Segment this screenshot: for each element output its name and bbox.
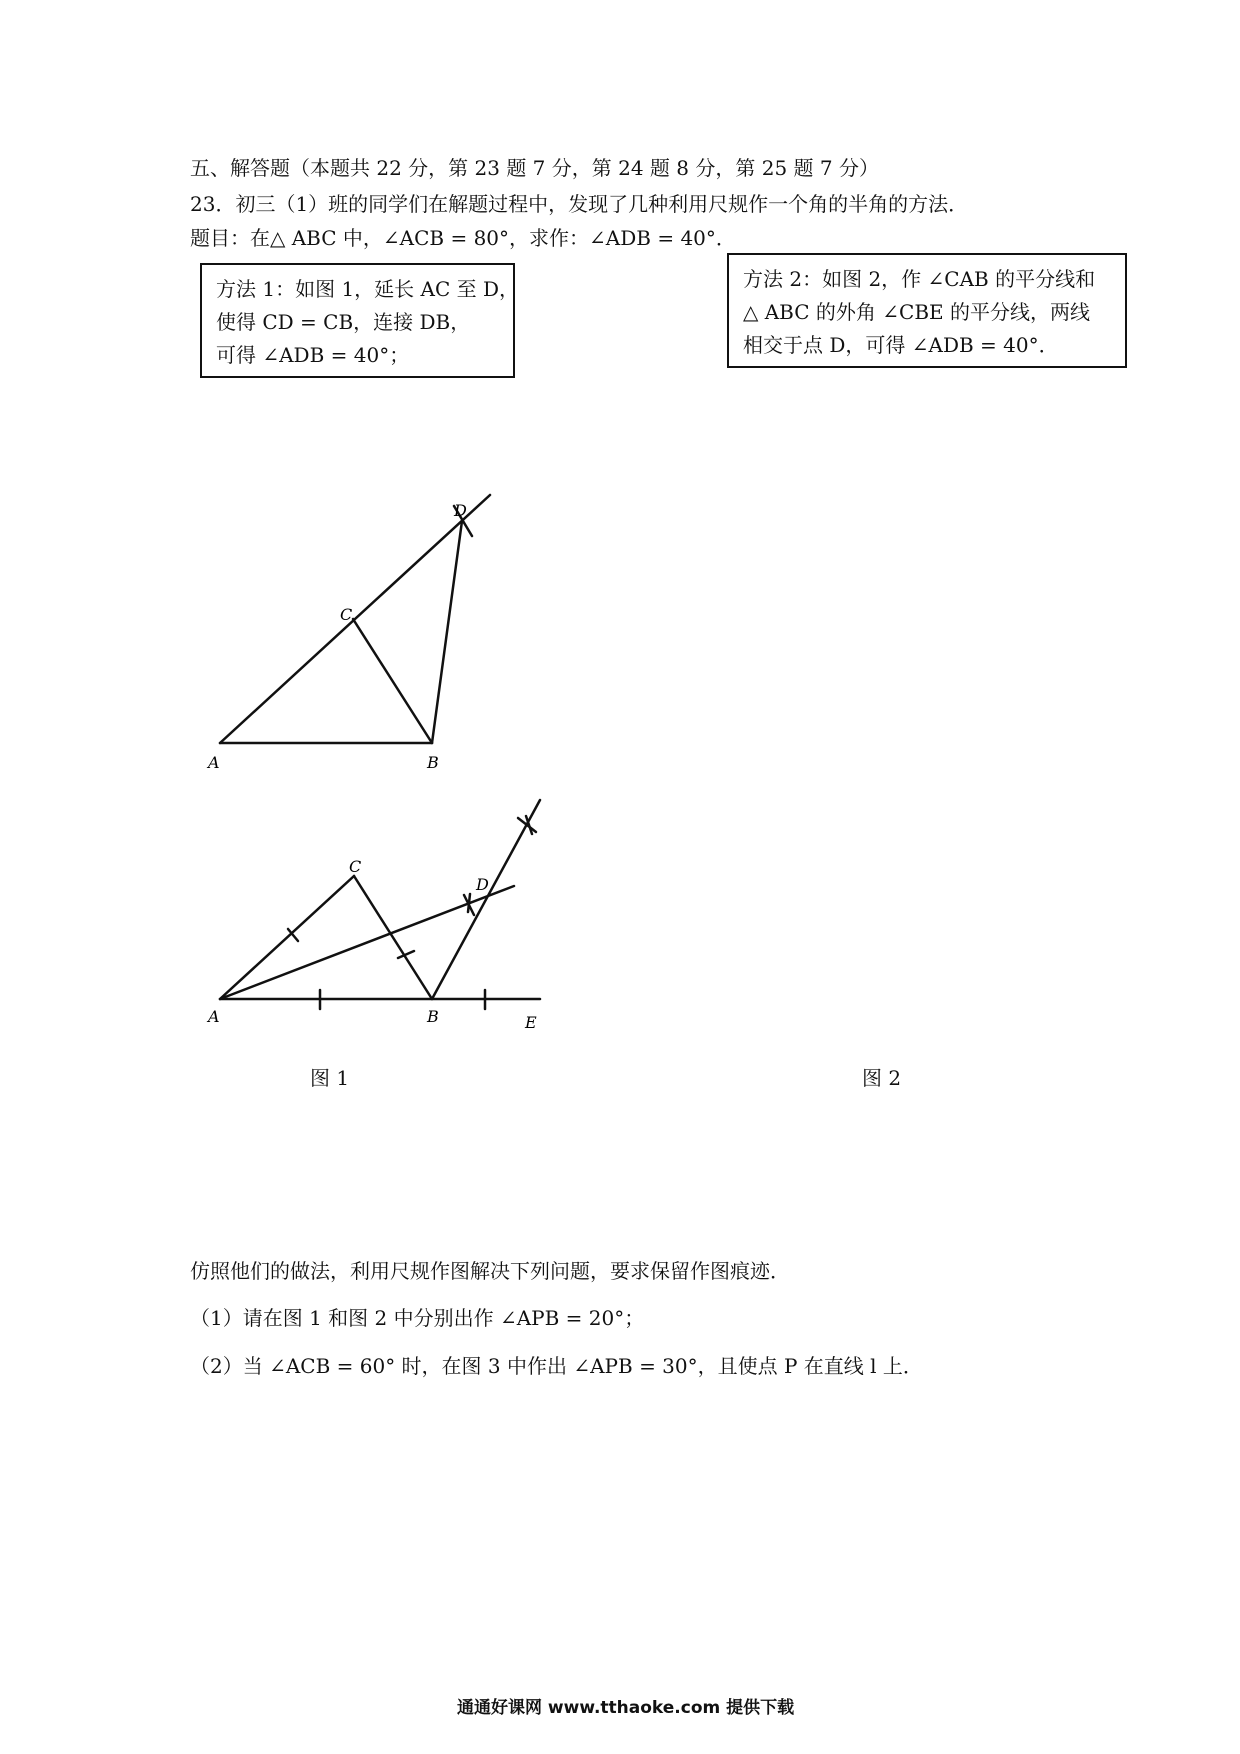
fig2-label-e: E: [525, 1013, 537, 1032]
method1-line2: 使得 CD = CB，连接 DB，: [216, 310, 471, 334]
method2-line2: △ ABC 的外角 ∠CBE 的平分线，两线: [743, 300, 1090, 324]
task1: （1）请在图 1 和图 2 中分别出作 ∠APB = 20°；: [190, 1306, 645, 1330]
fig2-line-cb: [354, 876, 432, 999]
fig2-line-bisector-b: [432, 800, 540, 999]
method2-line1: 方法 2：如图 2，作 ∠CAB 的平分线和: [743, 267, 1096, 291]
problem-statement: 题目：在△ ABC 中，∠ACB = 80°，求作：∠ADB = 40°．: [190, 226, 736, 250]
fig1-label-d: D: [454, 501, 467, 520]
fig2-label-c: C: [349, 857, 362, 876]
fig1-label-c: C: [340, 605, 353, 624]
fig1-label-b: B: [427, 753, 439, 772]
figure2-caption: 图 2: [862, 1066, 902, 1090]
figure1-caption: 图 1: [310, 1066, 350, 1090]
problem-intro: 23．初三（1）班的同学们在解题过程中，发现了几种利用尺规作一个角的半角的方法．: [190, 192, 969, 216]
fig2-label-d: D: [476, 875, 489, 894]
fig2-arc-mark-d2: [468, 894, 470, 912]
fig1-line-cb: [353, 619, 432, 743]
footer: 通通好课网 www.tthaoke.com 提供下载: [457, 1698, 795, 1718]
instruction: 仿照他们的做法，利用尺规作图解决下列问题，要求保留作图痕迹．: [190, 1259, 790, 1283]
fig2-label-b: B: [427, 1007, 439, 1026]
fig1-label-a: A: [208, 753, 220, 772]
method1-line3: 可得 ∠ADB = 40°；: [216, 343, 410, 367]
fig2-line-ac: [220, 876, 354, 999]
fig1-line-db: [432, 521, 462, 743]
method2-line3: 相交于点 D，可得 ∠ADB = 40°．: [743, 333, 1059, 357]
section-heading: 五、解答题（本题共 22 分，第 23 题 7 分，第 24 题 8 分，第 25 题 7 分）: [190, 156, 879, 180]
fig2-label-a: A: [208, 1007, 220, 1026]
method1-line1: 方法 1：如图 1，延长 AC 至 D，: [216, 277, 520, 301]
task2: （2）当 ∠ACB = 60° 时，在图 3 中作出 ∠APB = 30°，且使点 P 在直线 l 上．: [190, 1354, 923, 1378]
